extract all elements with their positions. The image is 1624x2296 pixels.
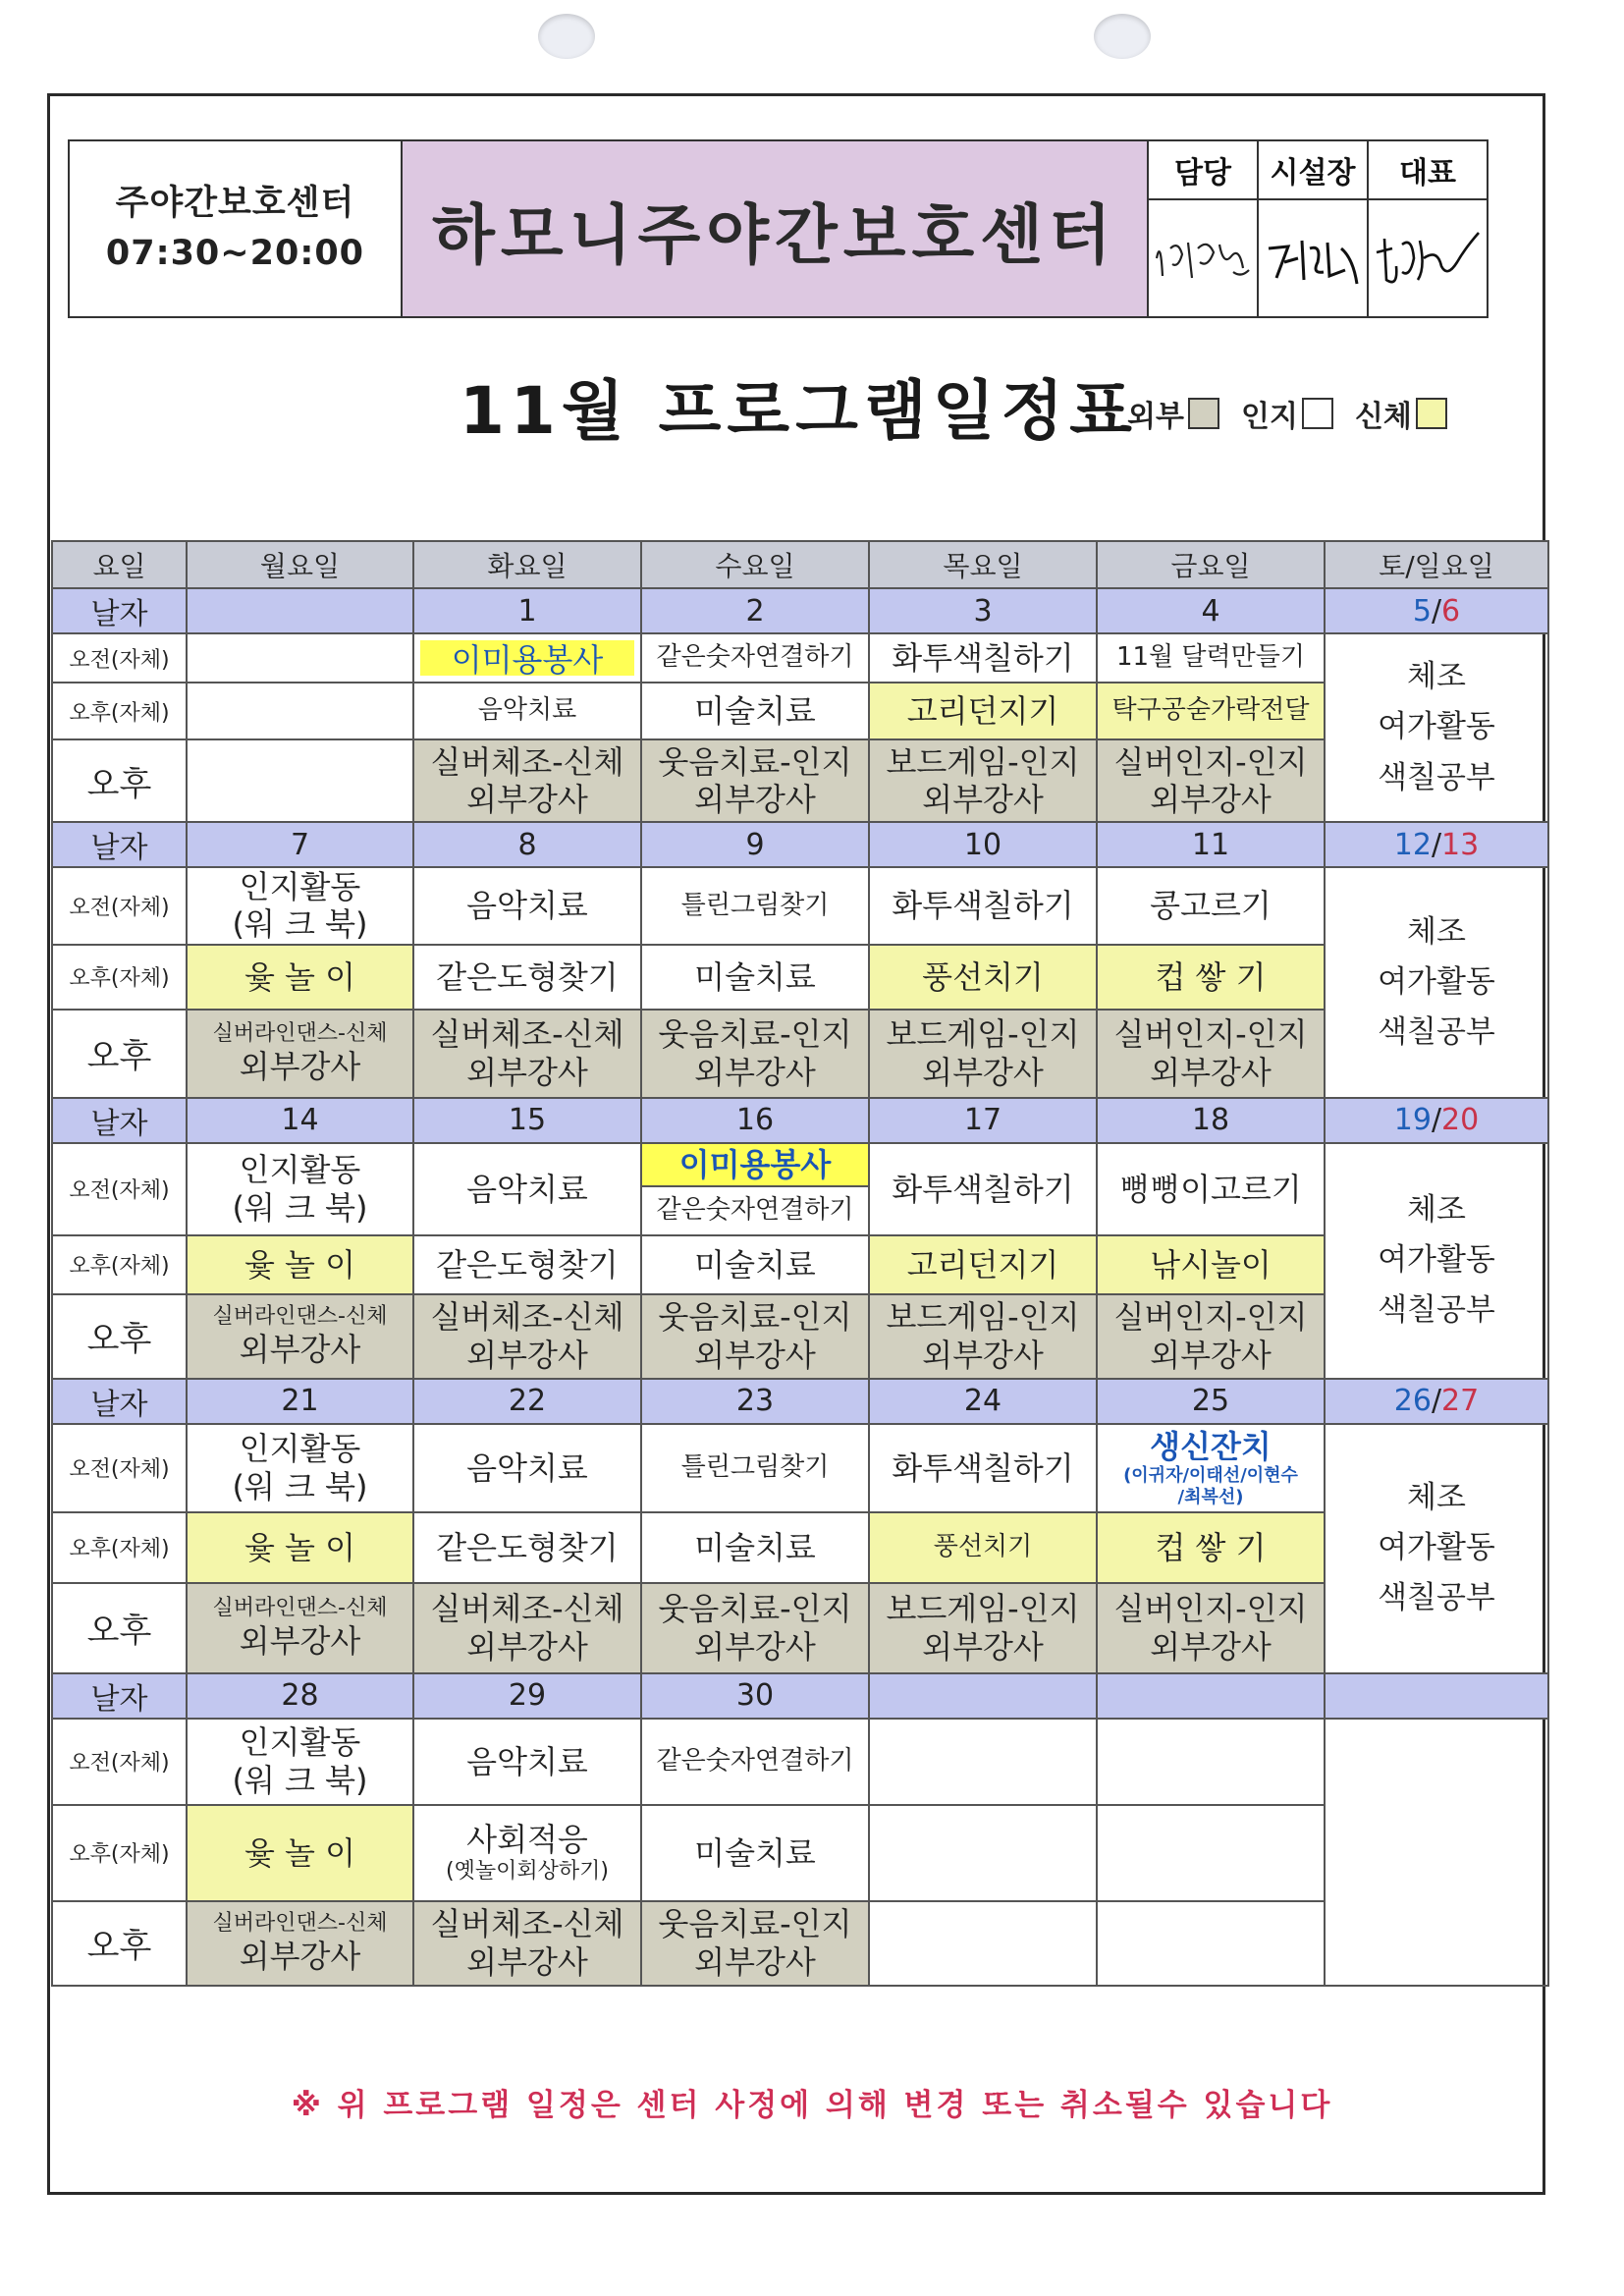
approval-staff xyxy=(1149,141,1259,316)
program-instructor: 외부강사 xyxy=(922,781,1044,818)
program-cell xyxy=(869,739,1097,822)
center-type: 주야간보호센터 xyxy=(115,184,355,224)
program-cell: 고리던지기 xyxy=(869,683,1097,739)
program-cell: 풍선치기 xyxy=(869,945,1097,1010)
program-name: 실버체조-신체 xyxy=(430,1590,624,1628)
signature-image xyxy=(1259,219,1367,298)
program-cell xyxy=(187,739,413,822)
approval-director xyxy=(1259,141,1369,316)
row-label: 오후 xyxy=(52,1901,187,1986)
row-label: 오후(자체) xyxy=(52,945,187,1010)
row-label: 오후 xyxy=(52,1294,187,1379)
program-cell: 음악치료 xyxy=(413,683,641,739)
row-label: 오후(자체) xyxy=(52,683,187,739)
program-name: 실버인지-인지 xyxy=(1113,1298,1308,1337)
program-instructor: 외부강사 xyxy=(1150,1627,1272,1666)
program-cell: 화투색칠하기 xyxy=(869,1424,1097,1512)
sunday-date: 20 xyxy=(1441,1103,1480,1138)
punch-hole-right xyxy=(1094,14,1151,59)
date-cell xyxy=(869,1673,1097,1719)
date-cell: 21 xyxy=(187,1379,413,1424)
col-header: 요일 xyxy=(52,541,187,588)
program-name: 보드게임-인지 xyxy=(886,1015,1080,1054)
date-cell: 1 xyxy=(413,588,641,633)
program-cell: 같은도형찾기 xyxy=(413,945,641,1010)
am-row xyxy=(52,867,1548,945)
pm-external-row xyxy=(52,1294,1548,1379)
weekend-item: 여가활동 xyxy=(1378,709,1495,745)
header xyxy=(68,139,1489,318)
row-label: 오전(자체) xyxy=(52,1143,187,1235)
program-sub: (이귀자/이태선/이현수 xyxy=(1123,1465,1298,1487)
row-label: 날자 xyxy=(52,1098,187,1143)
sunday-date: 6 xyxy=(1441,593,1461,629)
program-cell xyxy=(641,1294,869,1379)
weekend-item: 체조 xyxy=(1407,913,1466,950)
program-cell: 화투색칠하기 xyxy=(869,867,1097,945)
row-label: 오후(자체) xyxy=(52,1512,187,1583)
signature-ceo xyxy=(1369,200,1487,316)
program-name: 사회적응 xyxy=(466,1821,588,1859)
program-cell xyxy=(413,739,641,822)
program-cell: 탁구공숟가락전달 xyxy=(1097,683,1325,739)
legend-physical xyxy=(1355,392,1447,435)
date-cell: 4 xyxy=(1097,588,1325,633)
am-row xyxy=(52,1424,1548,1512)
program-sub: 같은숫자연결하기 xyxy=(656,1195,854,1226)
program-cell xyxy=(641,1143,869,1235)
program-name: 실버인지-인지 xyxy=(1113,1590,1308,1628)
row-label: 날자 xyxy=(52,822,187,867)
program-name: 인지활동 xyxy=(239,1430,361,1468)
notice-text: ※ 위 프로그램 일정은 센터 사정에 의해 변경 또는 취소될수 있습니다 xyxy=(291,2088,1333,2123)
program-cell xyxy=(1097,1805,1325,1901)
program-cell xyxy=(413,1010,641,1098)
center-info xyxy=(70,141,403,316)
pm-external-row xyxy=(52,1010,1548,1098)
weekend-item: 체조 xyxy=(1407,1192,1466,1229)
program-sub: (워 크 북) xyxy=(232,1188,368,1227)
date-cell xyxy=(187,588,413,633)
saturday-date: 5 xyxy=(1412,593,1432,629)
program-cell xyxy=(413,1805,641,1901)
weekend-cell xyxy=(1325,633,1548,822)
program-instructor: 외부강사 xyxy=(239,1937,361,1975)
weekend-item: 체조 xyxy=(1407,659,1466,695)
punch-hole-left xyxy=(538,14,595,59)
program-cell xyxy=(1097,1294,1325,1379)
weekend-date: 5/6 xyxy=(1325,588,1548,633)
sunday-date: 13 xyxy=(1441,827,1480,862)
program-instructor: 외부강사 xyxy=(466,781,588,818)
program-cell xyxy=(187,1010,413,1098)
date-row xyxy=(52,822,1548,867)
weekend-cell xyxy=(1325,1143,1548,1379)
saturday-date: 19 xyxy=(1393,1103,1432,1138)
date-cell: 17 xyxy=(869,1098,1097,1143)
legend-label: 인지 xyxy=(1240,400,1298,434)
program-cell: 미술치료 xyxy=(641,1512,869,1583)
program-name: 인지활동 xyxy=(239,1151,361,1189)
approval-role: 대표 xyxy=(1369,141,1487,200)
program-cell: 고리던지기 xyxy=(869,1235,1097,1294)
pm-row xyxy=(52,1512,1548,1583)
row-label: 날자 xyxy=(52,1673,187,1719)
approval-role: 시설장 xyxy=(1259,141,1367,200)
program-cell xyxy=(1097,739,1325,822)
program-cell xyxy=(187,1583,413,1673)
approval-role: 담당 xyxy=(1149,141,1257,200)
weekend-cell xyxy=(1325,1719,1548,1986)
program-cell: 윷 놀 이 xyxy=(187,1235,413,1294)
program-cell: 같은숫자연결하기 xyxy=(641,1719,869,1805)
program-cell: 윷 놀 이 xyxy=(187,1512,413,1583)
weekend-item: 여가활동 xyxy=(1378,963,1495,1000)
date-cell: 11 xyxy=(1097,822,1325,867)
date-cell: 30 xyxy=(641,1673,869,1719)
program-cell: 윷 놀 이 xyxy=(187,1805,413,1901)
weekend-date: 12/13 xyxy=(1325,822,1548,867)
date-cell: 15 xyxy=(413,1098,641,1143)
program-sub: (옛놀이회상하기) xyxy=(446,1858,609,1884)
program-instructor: 외부강사 xyxy=(239,1047,361,1085)
program-instructor: 외부강사 xyxy=(694,1053,816,1091)
program-instructor: 외부강사 xyxy=(239,1621,361,1660)
legend xyxy=(1127,392,1469,435)
row-label: 오전(자체) xyxy=(52,1424,187,1512)
date-cell: 29 xyxy=(413,1673,641,1719)
legend-swatch-cognitive xyxy=(1302,398,1333,429)
date-cell: 10 xyxy=(869,822,1097,867)
program-name: 실버라인댄스-신체 xyxy=(212,1304,388,1330)
program-cell: 같은숫자연결하기 xyxy=(641,633,869,683)
program-cell xyxy=(641,1901,869,1986)
program-highlight: 이미용봉사 xyxy=(642,1144,868,1187)
program-cell: 낚시놀이 xyxy=(1097,1235,1325,1294)
program-cell: 같은도형찾기 xyxy=(413,1235,641,1294)
weekend-item: 여가활동 xyxy=(1378,1242,1495,1279)
weekend-cell xyxy=(1325,867,1548,1098)
am-row xyxy=(52,633,1548,683)
weekend-item: 체조 xyxy=(1407,1480,1466,1516)
sunday-date: 27 xyxy=(1441,1384,1480,1419)
program-name: 생신잔치 xyxy=(1150,1427,1272,1465)
row-label: 오전(자체) xyxy=(52,867,187,945)
program-cell: 미술치료 xyxy=(641,945,869,1010)
date-cell: 14 xyxy=(187,1098,413,1143)
program-cell: 틀린그림찾기 xyxy=(641,867,869,945)
program-cell: 같은도형찾기 xyxy=(413,1512,641,1583)
program-cell xyxy=(187,683,413,739)
program-cell: 풍선치기 xyxy=(869,1512,1097,1583)
weekend-date: 26/27 xyxy=(1325,1379,1548,1424)
program-cell xyxy=(187,1424,413,1512)
legend-swatch-external xyxy=(1188,398,1219,429)
program-cell xyxy=(1097,1424,1325,1512)
program-name: 보드게임-인지 xyxy=(886,1298,1080,1337)
pm-external-row xyxy=(52,739,1548,822)
program-name: 웃음치료-인지 xyxy=(658,742,852,781)
date-cell: 9 xyxy=(641,822,869,867)
program-cell xyxy=(869,1010,1097,1098)
date-cell: 2 xyxy=(641,588,869,633)
approval-box xyxy=(1149,141,1487,316)
row-label: 오전(자체) xyxy=(52,633,187,683)
col-header: 목요일 xyxy=(869,541,1097,588)
program-instructor: 외부강사 xyxy=(466,1627,588,1666)
program-instructor: 외부강사 xyxy=(922,1336,1044,1374)
program-name: 웃음치료-인지 xyxy=(658,1905,852,1943)
program-name: 웃음치료-인지 xyxy=(658,1590,852,1628)
signature-image xyxy=(1369,219,1487,298)
am-row xyxy=(52,1719,1548,1805)
program-cell: 11월 달력만들기 xyxy=(1097,633,1325,683)
date-cell: 23 xyxy=(641,1379,869,1424)
program-cell: 미술치료 xyxy=(641,1805,869,1901)
program-name: 실버라인댄스-신체 xyxy=(212,1911,388,1937)
program-cell xyxy=(869,1294,1097,1379)
program-instructor: 외부강사 xyxy=(466,1942,588,1981)
weekend-date: 19/20 xyxy=(1325,1098,1548,1143)
operating-hours: 07:30~20:00 xyxy=(105,234,365,273)
legend-external xyxy=(1127,392,1219,435)
program-cell xyxy=(869,1719,1097,1805)
date-row xyxy=(52,1673,1548,1719)
program-instructor: 외부강사 xyxy=(694,781,816,818)
program-cell xyxy=(1097,1901,1325,1986)
pm-external-row xyxy=(52,1583,1548,1673)
program-cell: 컵 쌓 기 xyxy=(1097,945,1325,1010)
date-cell: 8 xyxy=(413,822,641,867)
date-cell: 25 xyxy=(1097,1379,1325,1424)
program-cell: 음악치료 xyxy=(413,1719,641,1805)
program-cell xyxy=(187,633,413,683)
weekend-item: 색칠공부 xyxy=(1378,1292,1495,1329)
program-sub: /최복선) xyxy=(1177,1486,1244,1507)
program-cell xyxy=(187,1719,413,1805)
date-cell: 16 xyxy=(641,1098,869,1143)
weekend-cell xyxy=(1325,1424,1548,1673)
title-row xyxy=(0,358,1624,447)
col-header: 토/일요일 xyxy=(1325,541,1548,588)
program-instructor: 외부강사 xyxy=(694,1627,816,1666)
program-cell: 콩고르기 xyxy=(1097,867,1325,945)
date-cell: 3 xyxy=(869,588,1097,633)
program-cell xyxy=(1097,1583,1325,1673)
date-cell: 24 xyxy=(869,1379,1097,1424)
schedule-table xyxy=(51,540,1549,1987)
weekend-item: 여가활동 xyxy=(1378,1530,1495,1566)
program-name: 실버인지-인지 xyxy=(1113,742,1308,781)
program-cell: 화투색칠하기 xyxy=(869,1143,1097,1235)
date-cell: 7 xyxy=(187,822,413,867)
program-name: 인지활동 xyxy=(239,1723,361,1762)
program-cell xyxy=(1097,1010,1325,1098)
row-label: 오후 xyxy=(52,1010,187,1098)
program-cell: 음악치료 xyxy=(413,1424,641,1512)
program-name: 실버체조-신체 xyxy=(430,1298,624,1337)
program-instructor: 외부강사 xyxy=(922,1053,1044,1091)
center-name: 하모니주야간보호센터 xyxy=(403,141,1149,316)
program-name: 실버라인댄스-신체 xyxy=(212,1596,388,1621)
program-instructor: 외부강사 xyxy=(922,1627,1044,1666)
row-label: 오후(자체) xyxy=(52,1235,187,1294)
program-cell xyxy=(187,1294,413,1379)
col-header: 수요일 xyxy=(641,541,869,588)
program-cell: 이미용봉사 xyxy=(413,633,641,683)
program-sub: (워 크 북) xyxy=(232,1761,368,1799)
program-name: 웃음치료-인지 xyxy=(658,1298,852,1337)
program-name: 인지활동 xyxy=(239,868,361,905)
row-label: 오후 xyxy=(52,1583,187,1673)
program-instructor: 외부강사 xyxy=(466,1336,588,1374)
date-cell xyxy=(1097,1673,1325,1719)
col-header: 금요일 xyxy=(1097,541,1325,588)
program-cell xyxy=(187,1901,413,1986)
approval-ceo xyxy=(1369,141,1487,316)
program-cell xyxy=(413,1583,641,1673)
program-cell xyxy=(869,1901,1097,1986)
saturday-date: 26 xyxy=(1393,1384,1432,1419)
program-name: 실버인지-인지 xyxy=(1113,1015,1308,1054)
am-row xyxy=(52,1143,1548,1235)
legend-swatch-physical xyxy=(1416,398,1447,429)
program-cell: 틀린그림찾기 xyxy=(641,1424,869,1512)
program-cell xyxy=(413,1294,641,1379)
program-sub: (워 크 북) xyxy=(232,905,368,944)
pm-row xyxy=(52,945,1548,1010)
program-cell: 뻥뻥이고르기 xyxy=(1097,1143,1325,1235)
program-cell xyxy=(641,1010,869,1098)
program-name: 실버체조-신체 xyxy=(430,1015,624,1054)
program-cell xyxy=(187,1143,413,1235)
saturday-date: 12 xyxy=(1393,827,1432,862)
program-cell: 음악치료 xyxy=(413,867,641,945)
date-row xyxy=(52,1379,1548,1424)
page-title: 11월 프로그램일정표 xyxy=(460,373,1138,449)
signature-director xyxy=(1259,200,1367,316)
program-cell: 미술치료 xyxy=(641,1235,869,1294)
program-cell: 윷 놀 이 xyxy=(187,945,413,1010)
program-cell xyxy=(641,739,869,822)
program-cell: 미술치료 xyxy=(641,683,869,739)
program-instructor: 외부강사 xyxy=(694,1336,816,1374)
program-cell: 음악치료 xyxy=(413,1143,641,1235)
program-cell xyxy=(869,1805,1097,1901)
weekend-item: 색칠공부 xyxy=(1378,1013,1495,1050)
program-cell: 화투색칠하기 xyxy=(869,633,1097,683)
signature-image xyxy=(1149,219,1257,298)
program-cell xyxy=(641,1583,869,1673)
pm-external-row xyxy=(52,1901,1548,1986)
row-label: 오후(자체) xyxy=(52,1805,187,1901)
weekend-item: 색칠공부 xyxy=(1378,1580,1495,1616)
date-cell: 28 xyxy=(187,1673,413,1719)
header-row xyxy=(52,541,1548,588)
program-instructor: 외부강사 xyxy=(1150,1053,1272,1091)
program-cell xyxy=(413,1901,641,1986)
program-name: 보드게임-인지 xyxy=(886,1590,1080,1628)
col-header: 화요일 xyxy=(413,541,641,588)
signature-staff xyxy=(1149,200,1257,316)
program-cell: 컵 쌓 기 xyxy=(1097,1512,1325,1583)
date-row xyxy=(52,588,1548,633)
program-cell xyxy=(869,1583,1097,1673)
row-label: 날자 xyxy=(52,1379,187,1424)
program-sub: (워 크 북) xyxy=(232,1467,368,1505)
legend-label: 외부 xyxy=(1127,400,1184,434)
legend-label: 신체 xyxy=(1354,400,1412,434)
program-instructor: 외부강사 xyxy=(239,1330,361,1368)
date-cell: 18 xyxy=(1097,1098,1325,1143)
row-label: 오전(자체) xyxy=(52,1719,187,1805)
program-instructor: 외부강사 xyxy=(466,1053,588,1091)
weekend-date xyxy=(1325,1673,1548,1719)
program-name: 실버라인댄스-신체 xyxy=(212,1021,388,1047)
program-instructor: 외부강사 xyxy=(1150,1336,1272,1374)
row-label: 날자 xyxy=(52,588,187,633)
program-instructor: 외부강사 xyxy=(1150,781,1272,818)
program-instructor: 외부강사 xyxy=(694,1942,816,1981)
pm-row xyxy=(52,1235,1548,1294)
row-label: 오후 xyxy=(52,739,187,822)
date-row xyxy=(52,1098,1548,1143)
col-header: 월요일 xyxy=(187,541,413,588)
legend-cognitive xyxy=(1241,392,1333,435)
program-name: 보드게임-인지 xyxy=(886,742,1080,781)
weekend-item: 색칠공부 xyxy=(1378,759,1495,795)
date-cell: 22 xyxy=(413,1379,641,1424)
program-name: 실버체조-신체 xyxy=(430,1905,624,1943)
pm-row xyxy=(52,1805,1548,1901)
pm-row xyxy=(52,683,1548,739)
program-name: 실버체조-신체 xyxy=(430,742,624,781)
program-cell xyxy=(187,867,413,945)
program-cell xyxy=(1097,1719,1325,1805)
program-name: 웃음치료-인지 xyxy=(658,1015,852,1054)
